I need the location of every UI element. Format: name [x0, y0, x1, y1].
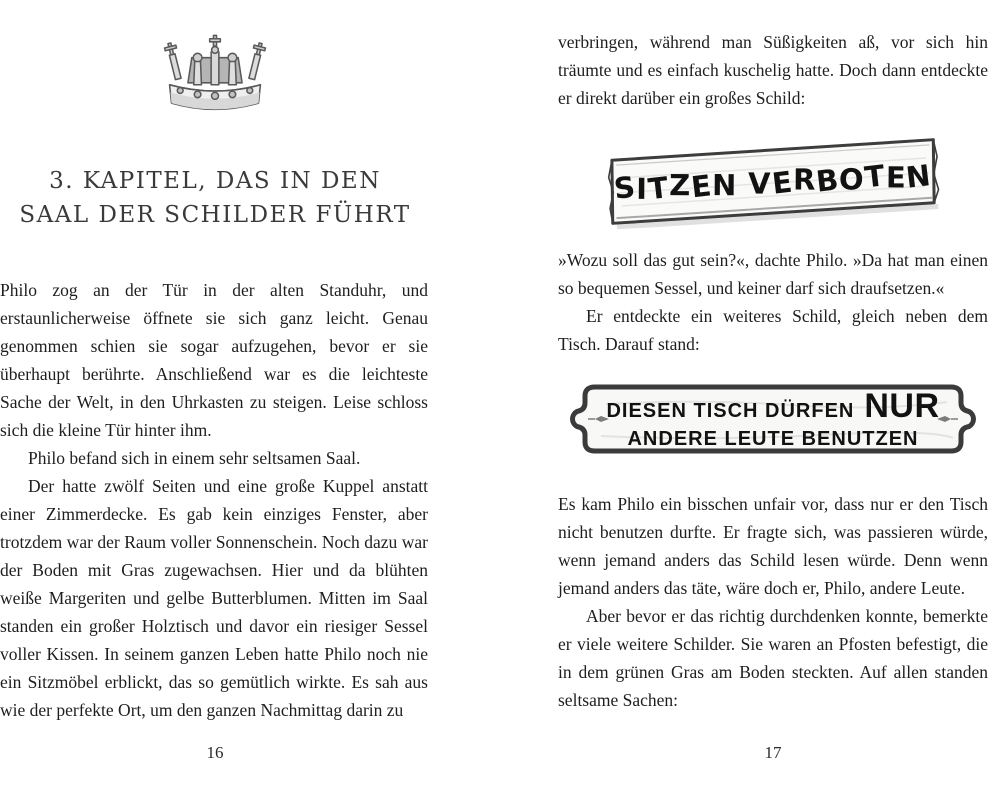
crown-icon [157, 34, 273, 120]
left-body-text [0, 276, 428, 724]
crown-illustration [157, 34, 273, 120]
sign-tisch-line1 [606, 389, 939, 423]
page-left [0, 0, 430, 800]
right-body-text-top [558, 28, 988, 112]
sign-sitzen-verboten-text: S I T Z E N V E R B O T E N [612, 158, 934, 207]
sign-tisch-text [561, 380, 985, 458]
chapter-title-line2: SAAL DER SCHILDER FÜHRT [19, 202, 411, 228]
page-number-right: 17 [764, 743, 782, 762]
paragraph: Philo zog an der Tür in der alten Standuhr, und erstaunlicherweise öffnete sie sich ganz leicht. Genau genommen schien sie sogar aufzugehen, bevor er sie überhaupt berührte. Anschließend war es die leichteste Sache der Welt, in den Uhrkasten zu steigen. Leise schloss sich die kleine Tür hinter ihm. [0, 280, 428, 440]
sign-tisch-line1-text: DIESEN TISCH DÜRFEN [606, 400, 855, 422]
sign-tisch-plaque [561, 380, 985, 458]
page-number-left: 16 [206, 743, 224, 762]
paragraph: verbringen, während man Süßigkeiten aß, vor sich hin träumte und es einfach kuschelig hatte. Doch dann entdeckte er direkt darüber ein großes Schild: [558, 32, 988, 108]
right-body-text-bottom [558, 490, 988, 714]
chapter-title [0, 164, 430, 232]
sign-tisch-emphasis: NUR [864, 387, 940, 425]
paragraph: Philo befand sich in einem sehr seltsamen Saal. [28, 448, 361, 468]
sign-sitzen-verboten [603, 132, 942, 229]
sign-tisch-line2: ANDERE LEUTE BENUTZEN [627, 428, 919, 450]
paragraph: Es kam Philo ein bisschen unfair vor, dass nur er den Tisch nicht benutzen durfte. Er fragte sich, was passieren würde, wenn jemand anders das Schild lesen würde. Denn wenn jemand anders das täte, wäre doch er, Philo, andere Leute. [558, 494, 988, 598]
right-body-text-middle [558, 246, 988, 358]
paragraph: Der hatte zwölf Seiten und eine große Kuppel anstatt einer Zimmerdecke. Es gab kein einziges Fenster, aber trotzdem war der Raum voller Sonnenschein. Noch dazu war der Boden mit Gras zugewachsen. Hier und da blühten weiße Margeriten und gelbe Butterblumen. Mitten im Saal standen ein großer Holztisch und davor ein riesiger Sessel voller Kissen. In seinem ganzen Leben hatte Philo noch nie ein Sitzmöbel erblickt, das so gemütlich wirkte. Es sah aus wie der perfekte Ort, um den ganzen Nachmittag darin zu [0, 476, 428, 720]
paragraph: Aber bevor er das richtig durchdenken konnte, bemerkte er viele weitere Schilder. Sie waren an Pfosten befestigt, die in dem grünen Gras am Boden steckten. Auf allen standen seltsame Sachen: [558, 606, 988, 710]
chapter-title-line1: 3. KAPITEL, DAS IN DEN [49, 168, 381, 194]
paragraph: »Wozu soll das gut sein?«, dachte Philo. »Da hat man einen so bequemen Sessel, und keiner darf sich draufsetzen.« [558, 250, 988, 298]
page-right [558, 0, 988, 800]
paragraph: Er entdeckte ein weiteres Schild, gleich neben dem Tisch. Darauf stand: [558, 306, 988, 354]
